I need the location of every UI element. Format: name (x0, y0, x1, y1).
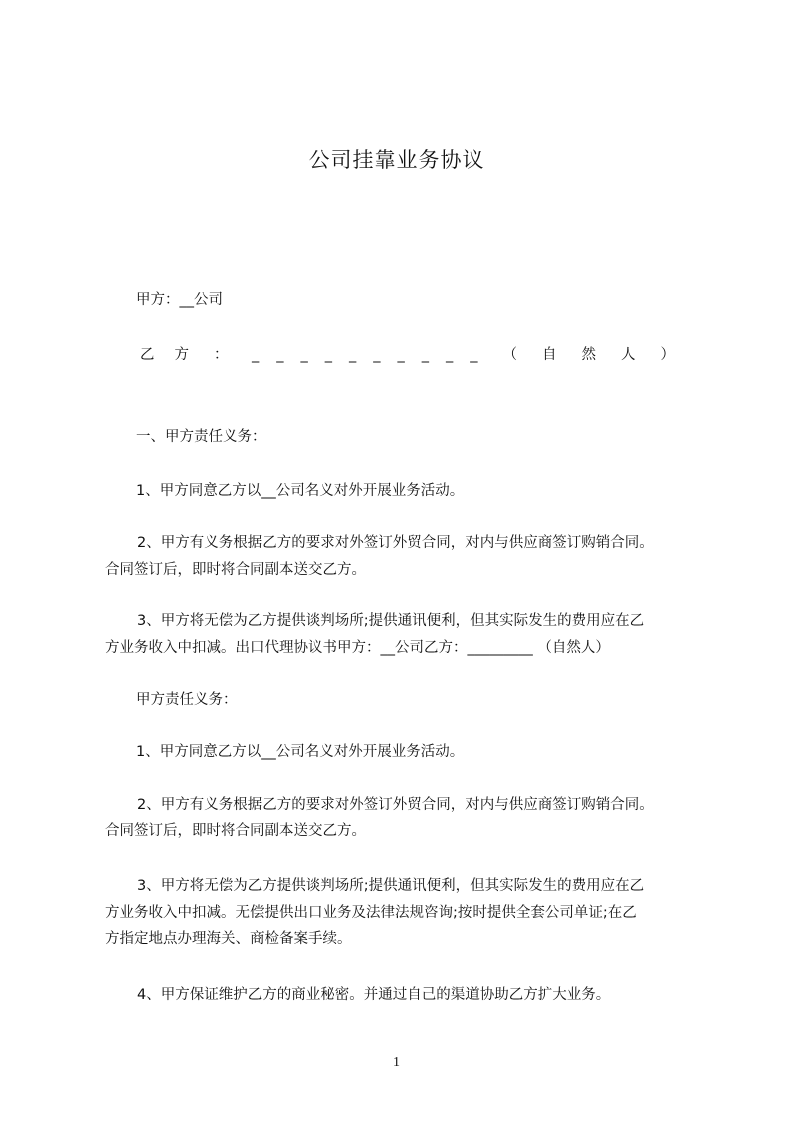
section2-heading: 甲方责任义务： (136, 692, 238, 708)
section2-paragraph-3-line-2: 方业务收入中扣减。无偿提供出口业务及法律法规咨询;按时提供全套公司单证;在乙 (105, 905, 637, 921)
document-title: 公司挂靠业务协议 (308, 148, 485, 172)
section1-paragraph-3-line-1: 3、甲方将无偿为乙方提供谈判场所;提供通讯便利，但其实际发生的费用应在乙 (137, 613, 645, 629)
party-a-line: 甲方：__公司 (136, 292, 223, 308)
page-number: 1 (393, 1055, 400, 1070)
section2-paragraph-3-line-1: 3、甲方将无偿为乙方提供谈判场所;提供通讯便利，但其实际发生的费用应在乙 (137, 878, 645, 894)
section2-paragraph-3-line-3: 方指定地点办理海关、商检备案手续。 (105, 931, 352, 947)
section1-paragraph-2-line-2: 合同签订后，即时将合同副本送交乙方。 (105, 562, 366, 578)
section1-paragraph-1: 1、甲方同意乙方以__公司名义对外开展业务活动。 (136, 483, 465, 499)
section2-paragraph-2-line-1: 2、甲方有义务根据乙方的要求对外签订外贸合同，对内与供应商签订购销合同。 (137, 797, 654, 813)
party-b-line (140, 342, 700, 368)
section1-paragraph-3-line-2: 方业务收入中扣减。出口代理协议书甲方：__公司乙方：_________ （自然人） (105, 640, 610, 656)
party-b-colon: ： (214, 347, 229, 363)
section2-paragraph-1: 1、甲方同意乙方以__公司名义对外开展业务活动。 (136, 744, 465, 760)
party-b-label: 乙方 (140, 347, 209, 363)
party-b-note: （自然人） (502, 347, 700, 363)
section1-heading: 一、甲方责任义务： (136, 429, 267, 445)
party-b-blank: __________ (252, 347, 495, 363)
section1-paragraph-2-line-1: 2、甲方有义务根据乙方的要求对外签订外贸合同，对内与供应商签订购销合同。 (137, 535, 654, 551)
section2-paragraph-4: 4、甲方保证维护乙方的商业秘密。并通过自己的渠道协助乙方扩大业务。 (137, 987, 611, 1003)
section2-paragraph-2-line-2: 合同签订后，即时将合同副本送交乙方。 (105, 823, 366, 839)
